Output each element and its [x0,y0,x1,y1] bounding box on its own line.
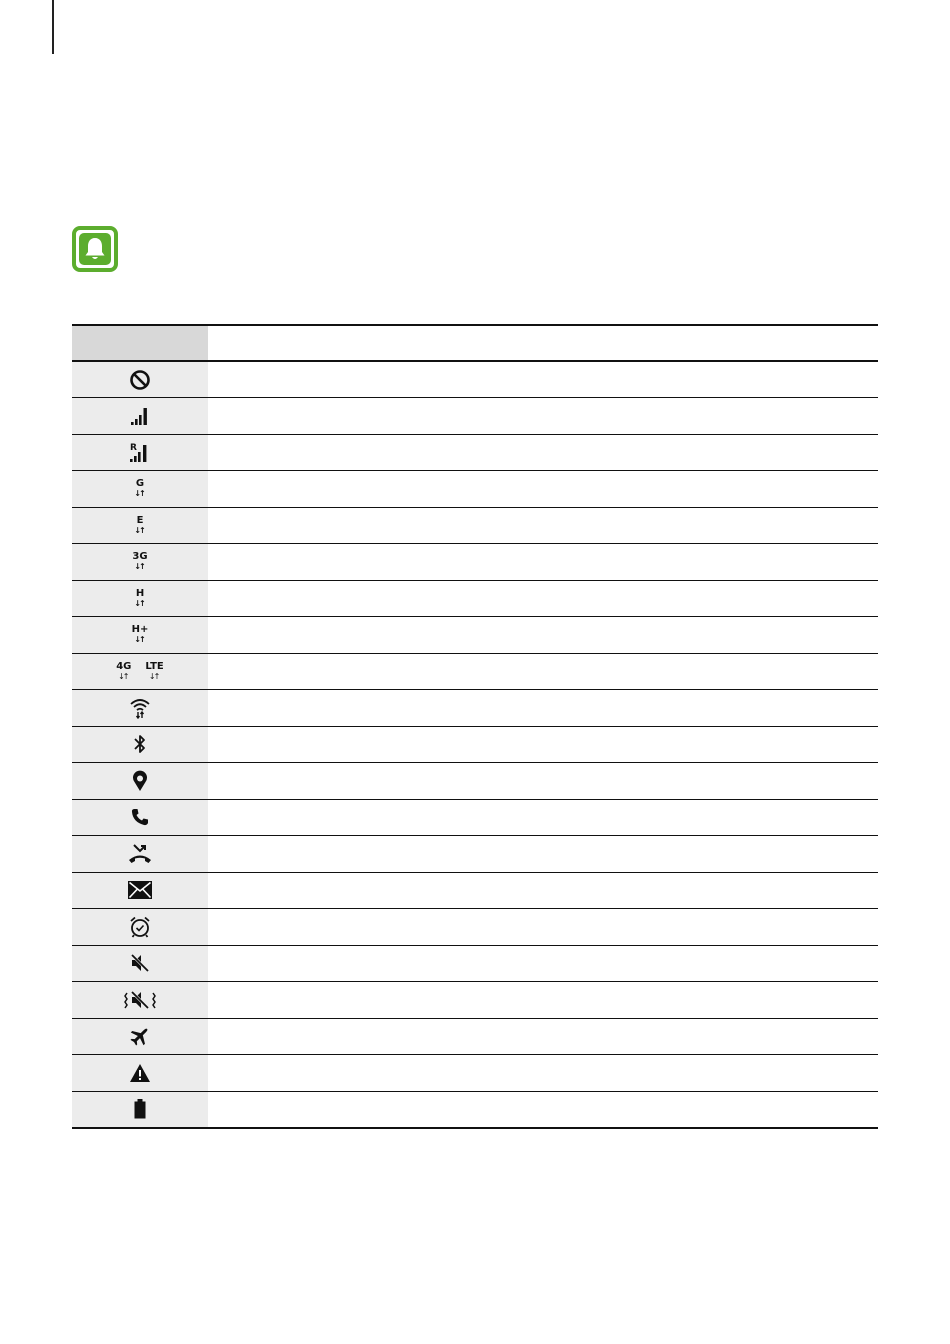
warning-icon [129,1063,151,1083]
network-label: G [135,478,145,490]
table-row [72,398,878,435]
data-arrows-icon: ↓↑ [148,671,159,681]
table-row [72,982,878,1019]
table-row [72,690,878,727]
message-icon [128,881,152,899]
network-label: H [135,587,145,599]
table-row [72,945,878,982]
table-row [72,580,878,617]
lte-label-icon [145,662,163,681]
table-row [72,1018,878,1055]
data-arrows-icon: ↓↑ [118,671,128,681]
table-row [72,872,878,909]
lte-icon [116,662,164,681]
table-row [72,909,878,946]
missed-call-icon [128,843,152,865]
network-label: LTE [145,660,164,672]
network-label: H+ [131,624,149,636]
table-row [72,1091,878,1128]
signal-strength-icon [130,406,150,426]
data-arrows-icon: ↓↑ [134,635,144,645]
bluetooth-icon [130,733,150,755]
table-row [72,653,878,690]
table-row [72,471,878,508]
notification-bell-icon [72,226,118,272]
4g-icon [116,662,131,681]
table-row [72,726,878,763]
table-row [72,361,878,398]
network-label: 3G [132,551,148,563]
status-icons-table [72,324,878,1129]
roaming-icon [129,441,151,463]
table-row [72,763,878,800]
table-row [72,799,878,836]
table-row [72,836,878,873]
mute-icon [129,952,151,974]
table-row [72,434,878,471]
table-row [72,507,878,544]
umts-icon [132,552,147,571]
battery-icon [133,1099,147,1119]
table-row [72,544,878,581]
data-arrows-icon: ↓↑ [134,598,144,608]
alarm-icon [129,916,151,938]
airplane-icon [129,1025,151,1047]
edge-icon [134,516,145,535]
data-arrows-icon: ↓↑ [134,562,144,572]
network-label: 4G [116,660,132,672]
data-arrows-icon: ↓↑ [134,525,144,535]
location-icon [130,770,150,792]
roaming-badge: R [130,443,137,454]
table-row [72,1055,878,1092]
header-icon-cell [72,325,208,361]
hspa-plus-icon [132,625,149,644]
network-label: E [136,514,144,526]
table-row [72,617,878,654]
page-margin-rule [52,0,54,54]
table-header-row [72,325,878,361]
wifi-icon [129,697,151,719]
call-icon [130,807,150,827]
hsdpa-icon [134,589,145,608]
gprs-icon [134,479,145,498]
no-signal-icon [129,369,151,391]
header-meaning-cell [208,325,878,361]
data-arrows-icon: ↓↑ [134,489,144,499]
vibrate-icon [123,989,157,1011]
